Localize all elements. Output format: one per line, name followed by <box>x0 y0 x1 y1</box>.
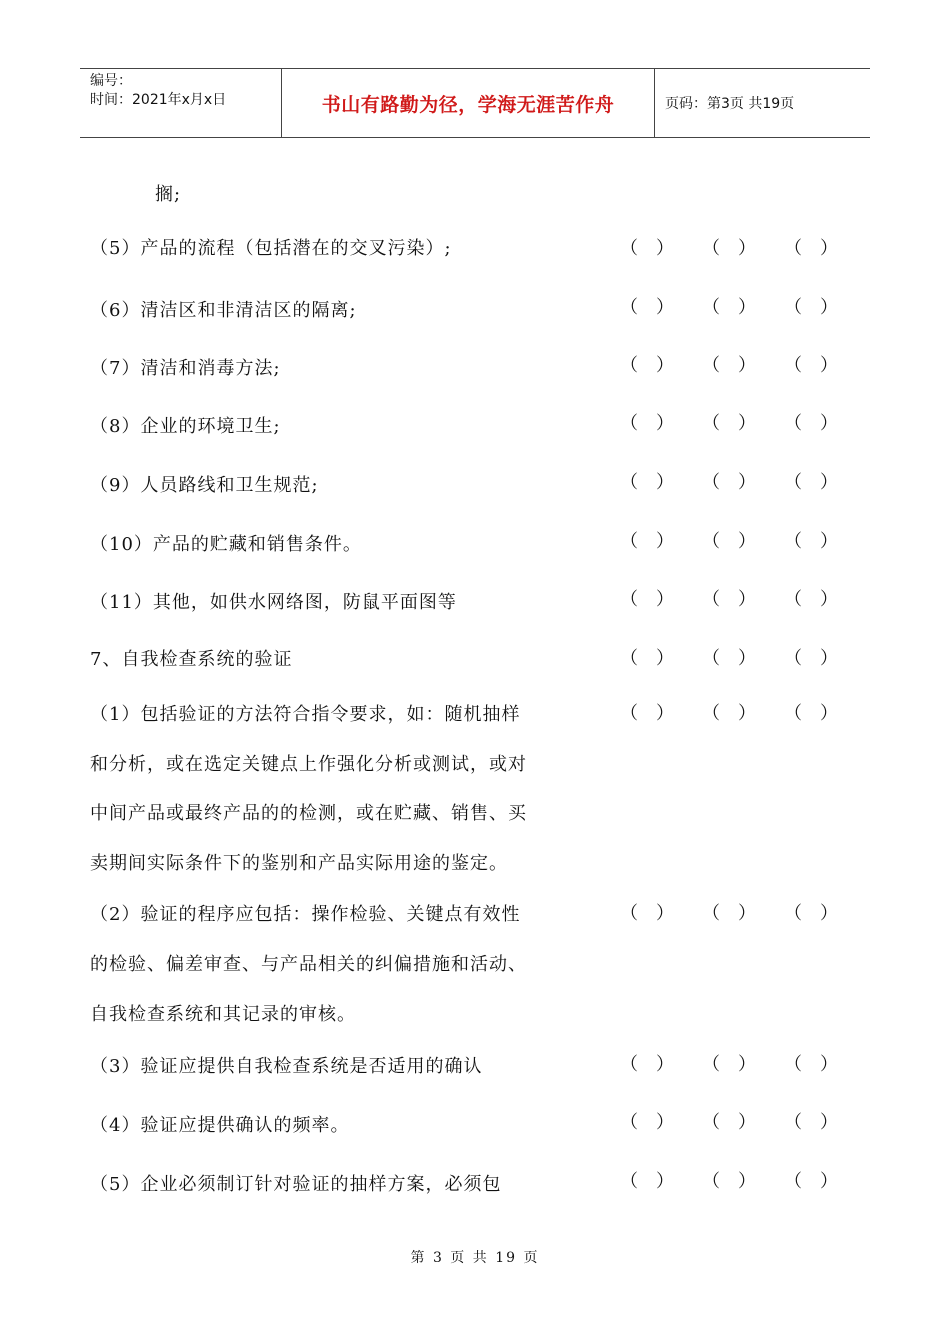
text-line: （9）人员路线和卫生规范; <box>90 475 319 496</box>
checkbox-placeholder[interactable]: （ ） <box>620 413 674 434</box>
checkbox-placeholder[interactable]: （ ） <box>784 355 838 376</box>
checkbox-group <box>620 409 866 435</box>
checkbox-group <box>620 293 866 319</box>
text-line: （4）验证应提供确认的频率。 <box>90 1115 350 1136</box>
text-line: 7、自我检查系统的验证 <box>90 649 293 670</box>
checkbox-placeholder[interactable]: （ ） <box>620 903 674 924</box>
text-line: 自我检查系统和其记录的审核。 <box>90 1004 356 1025</box>
checkbox-group <box>620 1167 866 1193</box>
checkbox-placeholder[interactable]: （ ） <box>702 648 756 669</box>
checkbox-placeholder[interactable]: （ ） <box>620 355 674 376</box>
text-line: （10）产品的贮藏和销售条件。 <box>90 534 362 555</box>
text-line: （11）其他，如供水网络图，防鼠平面图等 <box>90 592 457 613</box>
checkbox-placeholder[interactable]: （ ） <box>620 589 674 610</box>
checkbox-placeholder[interactable]: （ ） <box>784 1171 838 1192</box>
checkbox-placeholder[interactable]: （ ） <box>702 472 756 493</box>
text-line: （5）产品的流程（包括潜在的交叉污染）; <box>90 238 452 259</box>
checkbox-placeholder[interactable]: （ ） <box>784 589 838 610</box>
text-line: （5）企业必须制订针对验证的抽样方案，必须包 <box>90 1174 502 1195</box>
checkbox-placeholder[interactable]: （ ） <box>702 903 756 924</box>
page-footer: 第 3 页 共 19 页 <box>410 1250 540 1266</box>
text-line: 搁; <box>155 184 182 205</box>
checkbox-placeholder[interactable]: （ ） <box>702 703 756 724</box>
checkbox-group <box>620 644 866 670</box>
header-meta <box>80 69 282 137</box>
checkbox-placeholder[interactable]: （ ） <box>784 472 838 493</box>
checkbox-group <box>620 468 866 494</box>
page-header <box>80 68 870 138</box>
checkbox-placeholder[interactable]: （ ） <box>620 1054 674 1075</box>
checkbox-placeholder[interactable]: （ ） <box>784 413 838 434</box>
number-label: 编号： <box>90 73 132 89</box>
checkbox-group <box>620 699 866 725</box>
checkbox-placeholder[interactable]: （ ） <box>784 648 838 669</box>
checkbox-placeholder[interactable]: （ ） <box>784 1054 838 1075</box>
checkbox-placeholder[interactable]: （ ） <box>702 413 756 434</box>
checkbox-group <box>620 1050 866 1076</box>
checkbox-placeholder[interactable]: （ ） <box>702 355 756 376</box>
text-line: 的检验、偏差审查、与产品相关的纠偏措施和活动、 <box>90 954 527 975</box>
checkbox-placeholder[interactable]: （ ） <box>784 297 838 318</box>
checkbox-placeholder[interactable]: （ ） <box>620 238 674 259</box>
checkbox-placeholder[interactable]: （ ） <box>620 472 674 493</box>
text-line: 卖期间实际条件下的鉴别和产品实际用途的鉴定。 <box>90 853 508 874</box>
checkbox-group <box>620 234 866 260</box>
text-line: 和分析，或在选定关键点上作强化分析或测试，或对 <box>90 754 527 775</box>
text-line: （1）包括验证的方法符合指令要求，如：随机抽样 <box>90 704 521 725</box>
checkbox-placeholder[interactable]: （ ） <box>702 297 756 318</box>
checkbox-placeholder[interactable]: （ ） <box>784 703 838 724</box>
text-line: （2）验证的程序应包括：操作检验、关键点有效性 <box>90 904 521 925</box>
checkbox-placeholder[interactable]: （ ） <box>620 1112 674 1133</box>
checkbox-placeholder[interactable]: （ ） <box>620 531 674 552</box>
header-page-info: 页码：第3页 共19页 <box>665 96 795 112</box>
text-line: （8）企业的环境卫生; <box>90 416 281 437</box>
text-line: （3）验证应提供自我检查系统是否适用的确认 <box>90 1056 483 1077</box>
checkbox-placeholder[interactable]: （ ） <box>620 703 674 724</box>
header-motto: 书山有路勤为径，学海无涯苦作舟 <box>282 69 655 137</box>
checkbox-placeholder[interactable]: （ ） <box>620 648 674 669</box>
text-line: 中间产品或最终产品的的检测，或在贮藏、销售、买 <box>90 803 527 824</box>
checkbox-placeholder[interactable]: （ ） <box>784 903 838 924</box>
checkbox-placeholder[interactable]: （ ） <box>784 531 838 552</box>
checkbox-group <box>620 585 866 611</box>
checkbox-placeholder[interactable]: （ ） <box>702 1054 756 1075</box>
checkbox-placeholder[interactable]: （ ） <box>702 1171 756 1192</box>
time-label: 时间：2021年x月x日 <box>90 92 227 108</box>
text-line: （7）清洁和消毒方法; <box>90 358 281 379</box>
checkbox-placeholder[interactable]: （ ） <box>702 238 756 259</box>
checkbox-placeholder[interactable]: （ ） <box>620 297 674 318</box>
checkbox-placeholder[interactable]: （ ） <box>784 1112 838 1133</box>
text-line: （6）清洁区和非清洁区的隔离; <box>90 300 357 321</box>
checkbox-group <box>620 351 866 377</box>
checkbox-placeholder[interactable]: （ ） <box>702 531 756 552</box>
checkbox-group <box>620 899 866 925</box>
checkbox-group <box>620 527 866 553</box>
checkbox-placeholder[interactable]: （ ） <box>702 589 756 610</box>
checkbox-placeholder[interactable]: （ ） <box>702 1112 756 1133</box>
checkbox-group <box>620 1108 866 1134</box>
checkbox-placeholder[interactable]: （ ） <box>784 238 838 259</box>
checkbox-placeholder[interactable]: （ ） <box>620 1171 674 1192</box>
